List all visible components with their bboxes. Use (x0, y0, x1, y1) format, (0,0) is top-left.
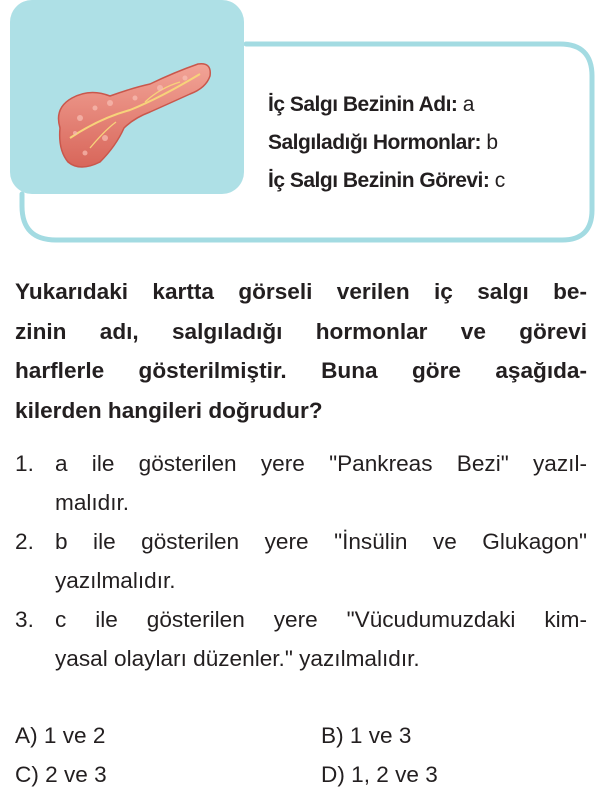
question-stem (15, 272, 587, 430)
answer-text: 1, 2 ve 3 (351, 762, 438, 787)
statement-list (15, 444, 587, 678)
statement-number: 3. (15, 607, 34, 632)
pancreas-illustration (50, 58, 215, 173)
card-value: c (494, 169, 505, 192)
answer-letter: A) (15, 723, 38, 748)
statement-item (15, 522, 587, 600)
question-line: Yukarıdaki kartta görseli verilen iç salgı be- (15, 279, 587, 304)
card-label: İç Salgı Bezinin Görevi: (268, 169, 490, 192)
card-row-hormones (268, 124, 505, 162)
answer-option-a[interactable] (15, 716, 105, 755)
answer-text: 1 ve 3 (349, 723, 412, 748)
statement-line: b ile gösterilen yere "İnsülin ve Glukagon" (55, 529, 587, 554)
statement-item (15, 600, 587, 678)
card-label: Salgıladığı Hormonlar: (268, 131, 482, 154)
question-line: kilerden hangileri doğrudur? (15, 397, 323, 423)
question-line: zinin adı, salgıladığı hormonlar ve görevi (15, 318, 587, 344)
statement-line: yasal olayları düzenler." yazılmalıdır. (55, 646, 420, 671)
card-row-function (268, 162, 505, 200)
card-label: İç Salgı Bezinin Adı: (268, 93, 458, 116)
card-row-name (268, 86, 505, 124)
statement-line: malıdır. (55, 490, 130, 515)
answer-option-b[interactable] (321, 716, 411, 755)
question-line: harflerle gösterilmiştir. Buna göre aşağıda- (15, 358, 587, 383)
statement-item (15, 444, 587, 522)
answer-text: 1 ve 2 (43, 723, 106, 748)
answer-letter: C) (15, 762, 39, 787)
statement-line: yazılmalıdır. (55, 568, 176, 593)
answer-option-c[interactable] (15, 755, 107, 794)
answer-text: 2 ve 3 (45, 762, 107, 787)
statement-line: c ile gösterilen yere "Vücudumuzdaki kim- (55, 607, 587, 632)
card-text (268, 86, 505, 200)
statement-number: 2. (15, 529, 34, 554)
statement-line: a ile gösterilen yere "Pankreas Bezi" yazıl- (55, 451, 587, 476)
statement-number: 1. (15, 451, 34, 476)
card-value: b (486, 131, 498, 154)
card-value: a (462, 93, 474, 116)
answer-letter: B) (321, 723, 344, 748)
info-card (0, 0, 599, 250)
answer-option-d[interactable] (321, 755, 438, 794)
answer-letter: D) (321, 762, 345, 787)
